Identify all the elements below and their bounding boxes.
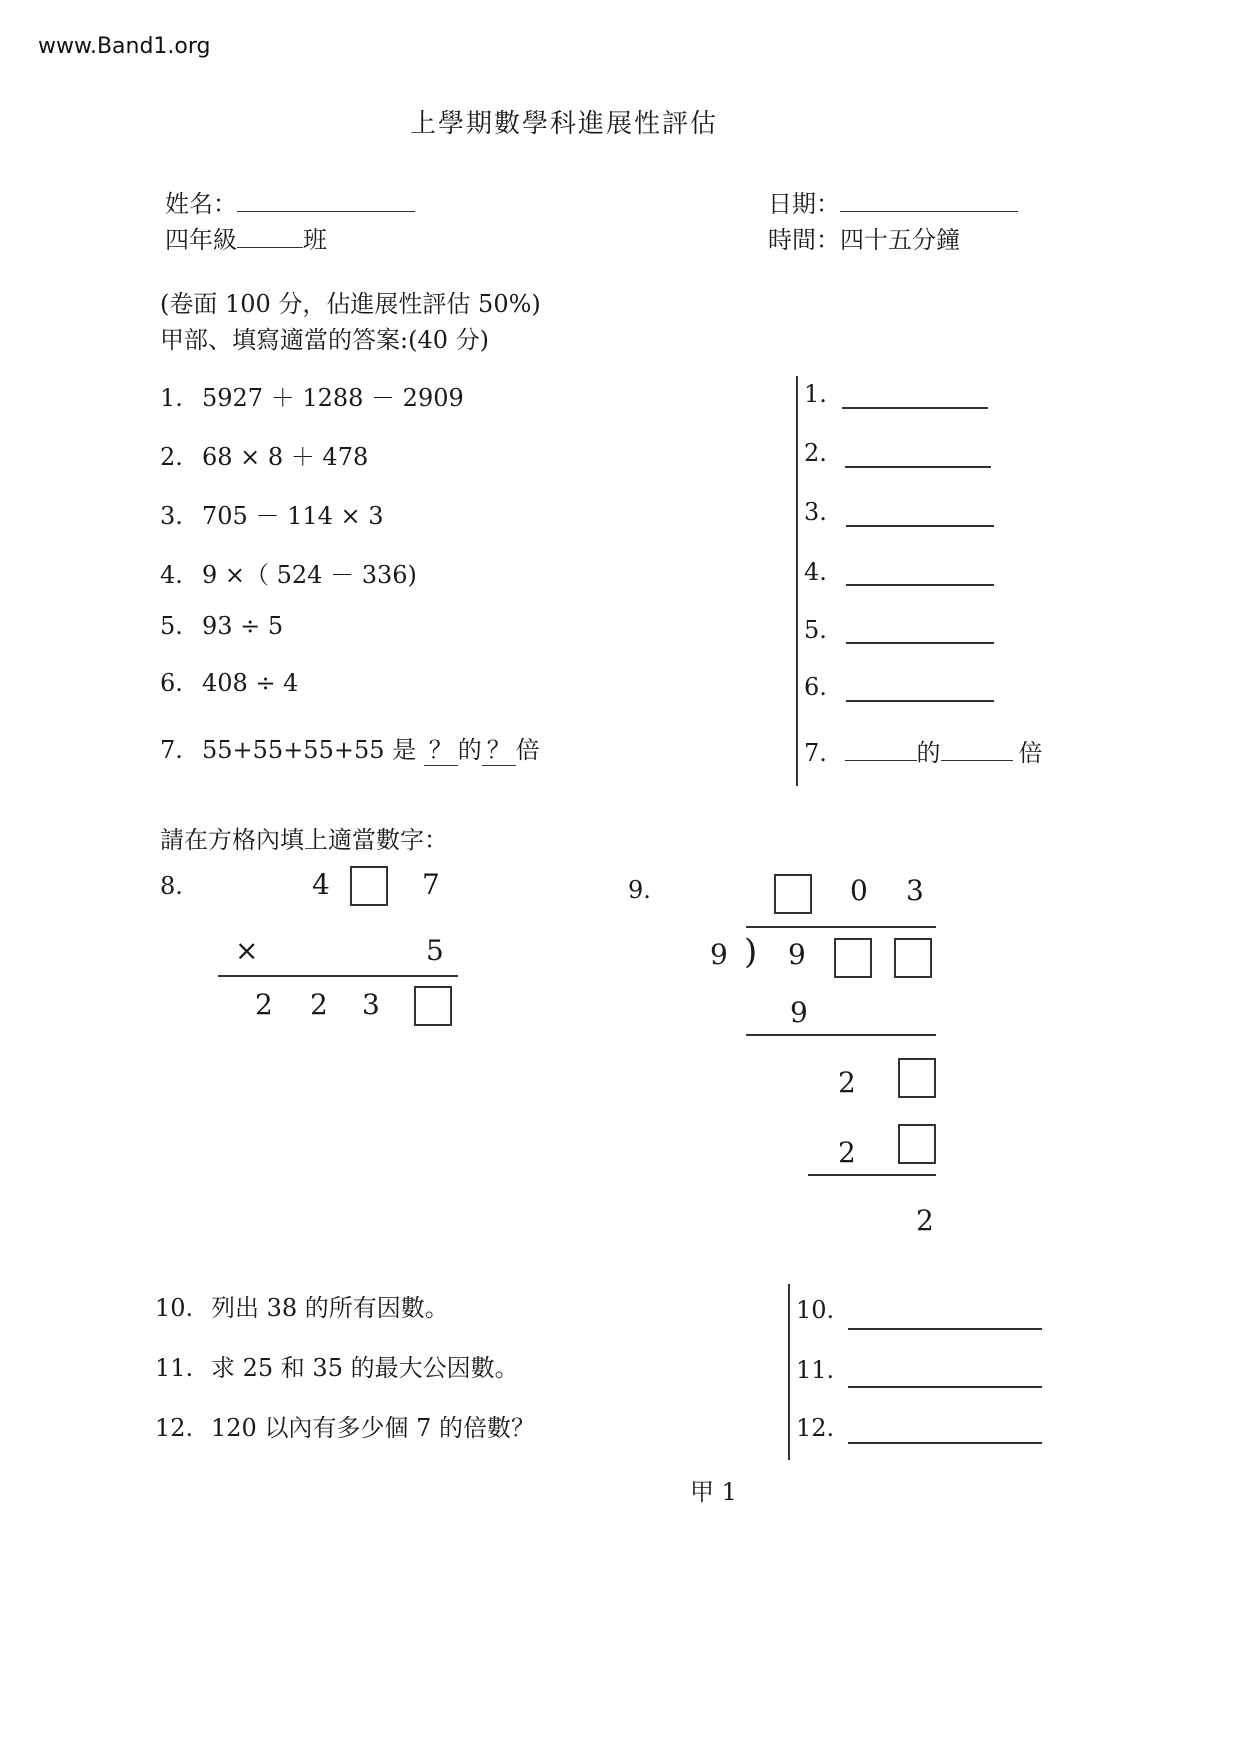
- answer-box[interactable]: [350, 866, 388, 906]
- question-2: [160, 437, 368, 472]
- answer-blank-5[interactable]: [846, 642, 994, 644]
- time-value: 四十五分鐘: [840, 226, 960, 254]
- q8-result-digit: 2: [310, 988, 328, 1021]
- name-blank[interactable]: [237, 187, 415, 212]
- answer-blank-11[interactable]: [848, 1386, 1042, 1388]
- name-field: [165, 184, 415, 219]
- question-7: [160, 730, 540, 766]
- question-6: [160, 669, 298, 697]
- answer-label-6: 6.: [804, 673, 827, 701]
- answer-times: 倍: [1018, 739, 1043, 767]
- answer-number: 7.: [804, 739, 827, 767]
- unknown-mark: ？: [424, 730, 458, 766]
- question-text: 55+55+55+55 是: [202, 736, 417, 764]
- question-number: 1.: [160, 384, 183, 412]
- q8-digit: 4: [312, 868, 330, 901]
- page-title: 上學期數學科進展性評估: [410, 109, 719, 139]
- q9-remainder: 2: [916, 1204, 934, 1237]
- page-footer: 甲 1: [690, 1478, 737, 1506]
- question-text: 求 25 和 35 的最大公因數。: [211, 1354, 519, 1382]
- class-suffix: 班: [303, 226, 327, 254]
- time-label: 時間：: [768, 226, 840, 254]
- q8-sum-line: [218, 975, 458, 977]
- class-prefix: 四年級: [165, 226, 237, 254]
- date-label: 日期：: [768, 190, 840, 218]
- q9-quotient-digit: 0: [850, 874, 868, 907]
- question-number: 6.: [160, 669, 183, 697]
- answer-blank-7a[interactable]: [845, 760, 917, 761]
- q9-quotient-digit: 3: [906, 874, 924, 907]
- question-number: 3.: [160, 502, 183, 530]
- question-12: [155, 1408, 535, 1443]
- question-number: 10.: [155, 1294, 194, 1322]
- class-blank[interactable]: [237, 223, 303, 248]
- section-a-heading: 甲部、填寫適當的答案:(40 分): [160, 326, 489, 354]
- question-number: 5.: [160, 612, 183, 640]
- q9-number: 9.: [628, 876, 651, 904]
- answer-label-2: 2.: [804, 439, 827, 467]
- q9-step-line: [746, 1034, 936, 1036]
- multiply-sign: ×: [235, 934, 259, 967]
- q9-step-line: [808, 1174, 936, 1176]
- score-note: (卷面 100 分，佔進展性評估 50%): [160, 290, 541, 318]
- q8-number: 8.: [160, 872, 183, 900]
- q9-step-digit: 2: [838, 1066, 856, 1099]
- question-text: 的: [457, 736, 482, 764]
- answer-label-11: 11.: [796, 1356, 835, 1384]
- answer-label-5: 5.: [804, 616, 827, 644]
- division-bracket: ): [744, 932, 758, 972]
- question-number: 4.: [160, 561, 183, 589]
- answer-box[interactable]: [898, 1058, 936, 1098]
- answer-blank-6[interactable]: [846, 700, 994, 702]
- question-text: 9 ×（ 524 － 336): [202, 561, 417, 589]
- answer-box[interactable]: [898, 1124, 936, 1164]
- question-text: 120 以內有多少個 7 的倍數？: [211, 1414, 535, 1442]
- question-5: [160, 612, 283, 640]
- answer-blank-7b[interactable]: [941, 760, 1013, 761]
- q9-divisor: 9: [710, 938, 728, 971]
- question-10: [155, 1288, 449, 1323]
- box-instruction: 請在方格內填上適當數字：: [160, 826, 448, 854]
- question-text: 列出 38 的所有因數。: [211, 1294, 449, 1322]
- answer-blank-12[interactable]: [848, 1442, 1042, 1444]
- answer-of: 的: [916, 739, 941, 767]
- question-text: 5927 ＋ 1288 － 2909: [202, 384, 464, 412]
- answer-blank-1[interactable]: [842, 407, 988, 409]
- time-field: [768, 220, 960, 255]
- date-blank[interactable]: [840, 187, 1018, 212]
- answer-divider: [788, 1284, 790, 1460]
- answer-label-3: 3.: [804, 498, 827, 526]
- answer-blank-2[interactable]: [845, 466, 991, 468]
- class-field: [165, 220, 327, 255]
- question-text: 68 × 8 ＋ 478: [202, 443, 369, 471]
- site-url: www.Band1.org: [38, 34, 211, 59]
- q8-result-digit: 2: [255, 988, 273, 1021]
- division-bar: [746, 926, 936, 928]
- q8-digit: 7: [422, 868, 440, 901]
- answer-box[interactable]: [774, 874, 812, 914]
- answer-divider: [796, 376, 798, 786]
- question-number: 7.: [160, 736, 183, 764]
- question-text: 705 － 114 × 3: [202, 502, 384, 530]
- answer-blank-10[interactable]: [848, 1328, 1042, 1330]
- answer-blank-3[interactable]: [846, 525, 994, 527]
- answer-label-7: [804, 733, 1043, 768]
- answer-blank-4[interactable]: [846, 584, 994, 586]
- answer-box[interactable]: [414, 986, 452, 1026]
- question-1: [160, 378, 464, 413]
- question-text: 倍: [515, 736, 540, 764]
- question-text: 93 ÷ 5: [202, 612, 284, 640]
- question-4: [160, 555, 417, 590]
- answer-label-12: 12.: [796, 1414, 835, 1442]
- answer-label-10: 10.: [796, 1296, 835, 1324]
- date-field: [768, 184, 1018, 219]
- q8-multiplier: 5: [426, 934, 444, 967]
- answer-box[interactable]: [834, 938, 872, 978]
- question-number: 12.: [155, 1414, 194, 1442]
- question-number: 2.: [160, 443, 183, 471]
- q9-step-digit: 9: [790, 996, 808, 1029]
- answer-box[interactable]: [894, 938, 932, 978]
- q9-dividend-digit: 9: [788, 938, 806, 971]
- question-11: [155, 1348, 519, 1383]
- question-number: 11.: [155, 1354, 194, 1382]
- unknown-mark: ？: [482, 730, 516, 766]
- name-label: 姓名：: [165, 190, 237, 218]
- answer-label-1: 1.: [804, 380, 827, 408]
- q8-result-digit: 3: [362, 988, 380, 1021]
- question-text: 408 ÷ 4: [202, 669, 299, 697]
- q9-step-digit: 2: [838, 1136, 856, 1169]
- question-3: [160, 496, 384, 531]
- answer-label-4: 4.: [804, 558, 827, 586]
